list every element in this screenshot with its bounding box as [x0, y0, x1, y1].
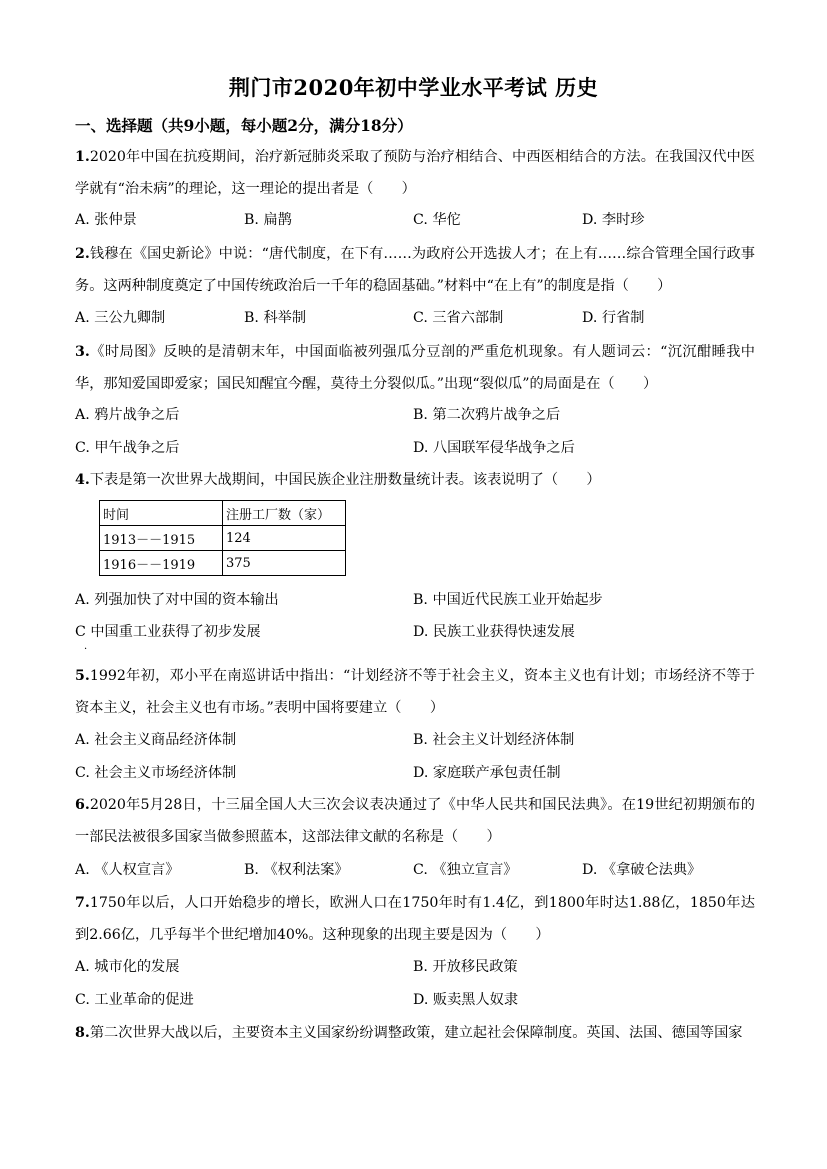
question-text: 1750年以后，人口开始稳步的增长，欧洲人口在1750年时有1.4亿，到1800年时达1.88亿，1850年达到2.66亿，几乎每半个世纪增加40%。这种现象的出现主要是因为（ ） — [75, 895, 755, 943]
option-d[interactable]: D. 民族工业获得快速发展 — [413, 624, 575, 640]
options-q3-row1 — [75, 404, 755, 428]
question-text: 《时局图》反映的是清朝末年，中国面临被列强瓜分豆剖的严重危机现象。有人题词云：“沉沉酣睡我中华，那知爱国即爱家；国民知醒宜今醒，莫待土分裂似瓜。”出现“裂似瓜”的局面是在（ ） — [75, 344, 755, 392]
option-c[interactable]: C 中国重工业获得了初步发展 — [75, 624, 261, 640]
question-text: 下表是第一次世界大战期间，中国民族企业注册数量统计表。该表说明了（ ） — [89, 472, 601, 488]
option-c[interactable]: C. 《独立宣言》 — [413, 862, 518, 878]
stray-mark: · — [84, 644, 88, 655]
options-q6 — [75, 859, 755, 883]
options-q4-row1 — [75, 589, 755, 613]
option-d[interactable]: D. 行省制 — [582, 310, 645, 326]
option-d[interactable]: D. 《拿破仑法典》 — [582, 862, 702, 878]
question-number: 7. — [75, 895, 90, 911]
question-7 — [75, 887, 755, 951]
options-q4-row2 — [75, 621, 755, 645]
option-a[interactable]: A. 《人权宣言》 — [75, 862, 180, 878]
option-c[interactable]: C. 三省六部制 — [413, 310, 504, 326]
option-d[interactable]: D. 李时珍 — [582, 212, 645, 228]
table-cell: 375 — [223, 551, 346, 576]
table-header-cell: 注册工厂数（家） — [223, 501, 346, 526]
question-3 — [75, 336, 755, 400]
question-number: 2. — [75, 246, 90, 262]
option-c[interactable]: C. 社会主义市场经济体制 — [75, 765, 237, 781]
question-text: 1992年初，邓小平在南巡讲话中指出：“计划经济不等于社会主义，资本主义也有计划；市场经济不等于资本主义，社会主义也有市场。”表明中国将要建立（ ） — [75, 668, 755, 716]
option-b[interactable]: B. 中国近代民族工业开始起步 — [413, 592, 603, 608]
option-a[interactable]: A. 城市化的发展 — [75, 959, 180, 975]
option-c[interactable]: C. 工业革命的促进 — [75, 992, 194, 1008]
question-5 — [75, 660, 755, 724]
page-title: 荆门市2020年初中学业水平考试 历史 — [228, 75, 599, 100]
question-number: 5. — [75, 668, 90, 684]
option-c[interactable]: C. 甲午战争之后 — [75, 440, 180, 456]
option-c[interactable]: C. 华佗 — [413, 212, 461, 228]
question-number: 3. — [75, 344, 90, 360]
table-row — [100, 526, 346, 551]
options-q7-row1 — [75, 956, 755, 980]
option-d[interactable]: D. 八国联军侵华战争之后 — [413, 440, 575, 456]
question-2 — [75, 238, 755, 302]
table-header-row — [100, 501, 346, 526]
question-text: 2020年5月28日，十三届全国人大三次会议表决通过了《中华人民共和国民法典》。在19世纪初期颁布的一部民法被很多国家当做参照蓝本，这部法律文献的名称是（ ） — [75, 797, 755, 845]
question-4 — [75, 464, 755, 496]
option-b[interactable]: B. 社会主义计划经济体制 — [413, 732, 575, 748]
options-q3-row2 — [75, 437, 755, 461]
options-q7-row2 — [75, 989, 755, 1013]
registration-table — [99, 500, 346, 576]
table-cell: 124 — [223, 526, 346, 551]
option-a[interactable]: A. 列强加快了对中国的资本输出 — [75, 592, 279, 608]
option-a[interactable]: A. 张仲景 — [75, 212, 137, 228]
option-b[interactable]: B. 《权利法案》 — [244, 862, 349, 878]
option-a[interactable]: A. 鸦片战争之后 — [75, 407, 180, 423]
question-text: 2020年中国在抗疫期间，治疗新冠肺炎采取了预防与治疗相结合、中西医相结合的方法。在我国汉代中医学就有“治未病”的理论，这一理论的提出者是（ ） — [75, 149, 755, 197]
question-text: 第二次世界大战以后，主要资本主义国家纷纷调整政策，建立起社会保障制度。英国、法国、德国等国家 — [89, 1025, 743, 1041]
options-q2 — [75, 307, 755, 331]
option-a[interactable]: A. 三公九卿制 — [75, 310, 166, 326]
question-8 — [75, 1017, 755, 1049]
table-cell: 1913－－1915 — [100, 526, 223, 551]
question-6 — [75, 789, 755, 853]
question-1 — [75, 141, 755, 205]
option-b[interactable]: B. 扁鹊 — [244, 212, 292, 228]
options-q5-row2 — [75, 762, 755, 786]
option-a[interactable]: A. 社会主义商品经济体制 — [75, 732, 237, 748]
option-b[interactable]: B. 第二次鸦片战争之后 — [413, 407, 561, 423]
option-d[interactable]: D. 贩卖黑人奴隶 — [413, 992, 519, 1008]
table-cell: 1916－－1919 — [100, 551, 223, 576]
question-number: 1. — [75, 149, 90, 165]
options-q5-row1 — [75, 729, 755, 753]
option-d[interactable]: D. 家庭联产承包责任制 — [413, 765, 561, 781]
question-number: 4. — [75, 472, 90, 488]
question-number: 8. — [75, 1025, 90, 1041]
options-q1 — [75, 209, 755, 233]
section-heading: 一、选择题（共9小题，每小题2分，满分18分） — [75, 116, 413, 135]
table-row — [100, 551, 346, 576]
option-b[interactable]: B. 科举制 — [244, 310, 307, 326]
table-header-cell: 时间 — [100, 501, 223, 526]
question-number: 6. — [75, 797, 90, 813]
question-text: 钱穆在《国史新论》中说：“唐代制度，在下有……为政府公开选拔人才；在上有……综合管理全国行政事务。这两种制度奠定了中国传统政治后一千年的稳固基础。”材料中“在上有”的制度是指（ ） — [75, 246, 755, 294]
option-b[interactable]: B. 开放移民政策 — [413, 959, 518, 975]
